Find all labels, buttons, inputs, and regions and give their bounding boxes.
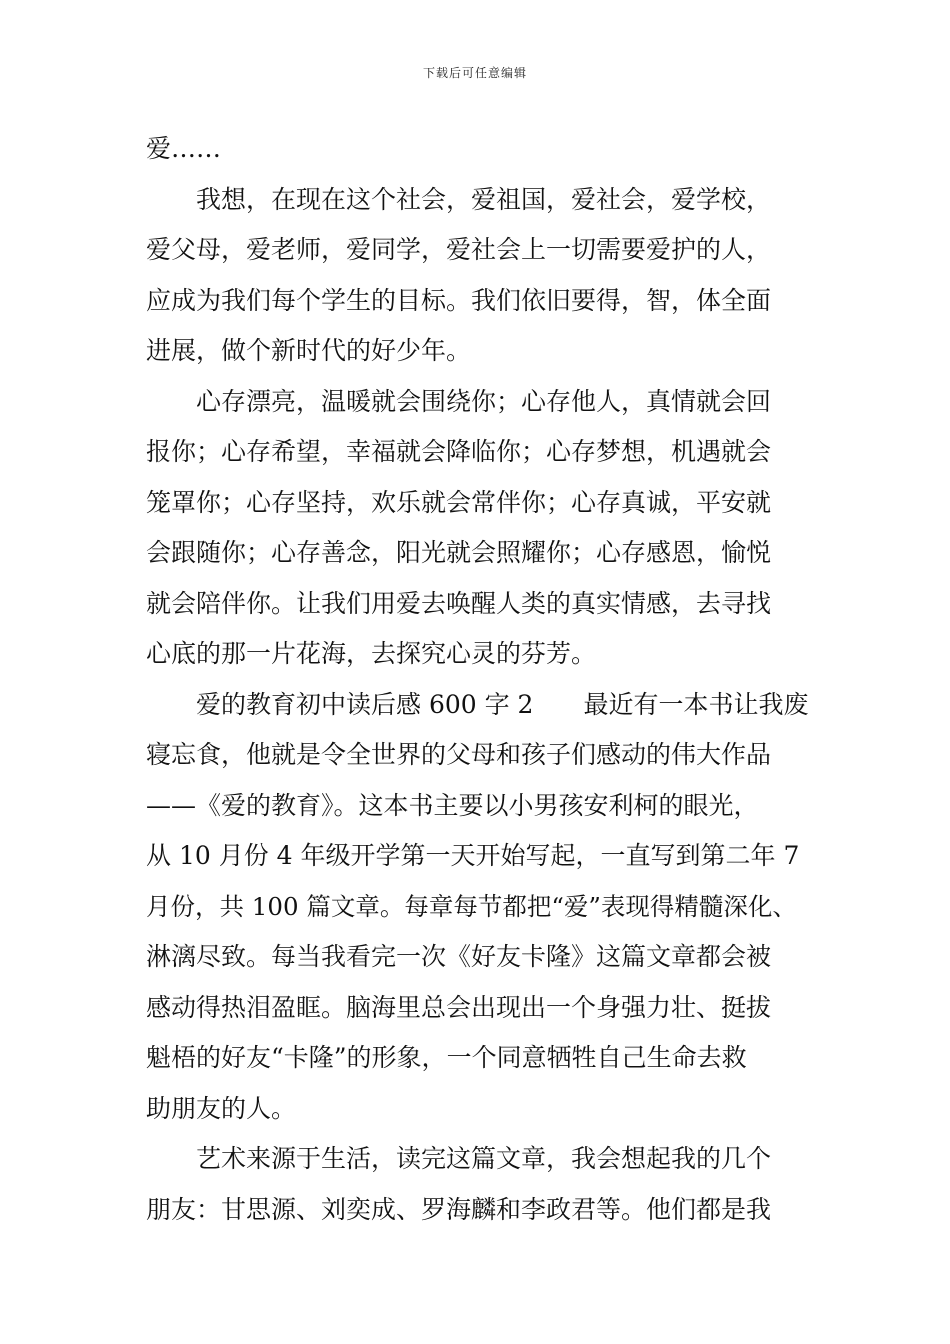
text-line: 从 10 月份 4 年级开学第一天开始写起，一直写到第二年 7 <box>146 841 800 870</box>
text-line: 魁梧的好友“卡隆”的形象，一个同意牺牲自己生命去救 <box>146 1043 747 1072</box>
text-line: 报你；心存希望，幸福就会降临你；心存梦想，机遇就会 <box>146 437 772 466</box>
text-line: 爱父母，爱老师，爱同学，爱社会上一切需要爱护的人， <box>146 235 772 264</box>
text-line: 我想，在现在这个社会，爱祖国，爱社会，爱学校， <box>196 184 772 214</box>
document-body <box>146 124 808 1235</box>
text-line: 就会陪伴你。让我们用爱去唤醒人类的真实情感，去寻找 <box>146 588 772 618</box>
text-line: 寝忘食，他就是令全世界的父母和孩子们感动的伟大作品 <box>146 740 772 769</box>
text-line: 朋友：甘思源、刘奕成、罗海麟和李政君等。他们都是我 <box>146 1194 772 1224</box>
text-line: 感动得热泪盈眶。脑海里总会出现出一个身强力壮、挺拔 <box>146 992 772 1022</box>
text-line: 爱的教育初中读后感 600 字 2 最近有一本书让我废 <box>196 689 809 719</box>
text-line: 笼罩你；心存坚持，欢乐就会常伴你；心存真诚，平安就 <box>146 487 772 517</box>
text-line: 艺术来源于生活，读完这篇文章，我会想起我的几个 <box>196 1144 772 1173</box>
page-header: 下载后可任意编辑 <box>422 66 527 80</box>
text-line: 淋漓尽致。每当我看完一次《好友卡隆》这篇文章都会被 <box>146 942 772 971</box>
text-line: 心底的那一片花海，去探究心灵的芬芳。 <box>146 639 597 668</box>
text-line: 心存漂亮，温暖就会围绕你；心存他人，真情就会回 <box>196 386 772 416</box>
text-line: 应成为我们每个学生的目标。我们依旧要得，智，体全面 <box>146 285 772 315</box>
text-line: 会跟随你；心存善念，阳光就会照耀你；心存感恩，愉悦 <box>146 538 772 567</box>
text-line: ——《爱的教育》。这本书主要以小男孩安利柯的眼光， <box>146 790 759 820</box>
text-line: 进展，做个新时代的好少年。 <box>146 336 472 365</box>
text-line: 助朋友的人。 <box>146 1093 297 1123</box>
text-line: 爱…… <box>146 134 222 163</box>
text-line: 月份，共 100 篇文章。每章每节都把“爱”表现得精髓深化、 <box>146 891 797 921</box>
